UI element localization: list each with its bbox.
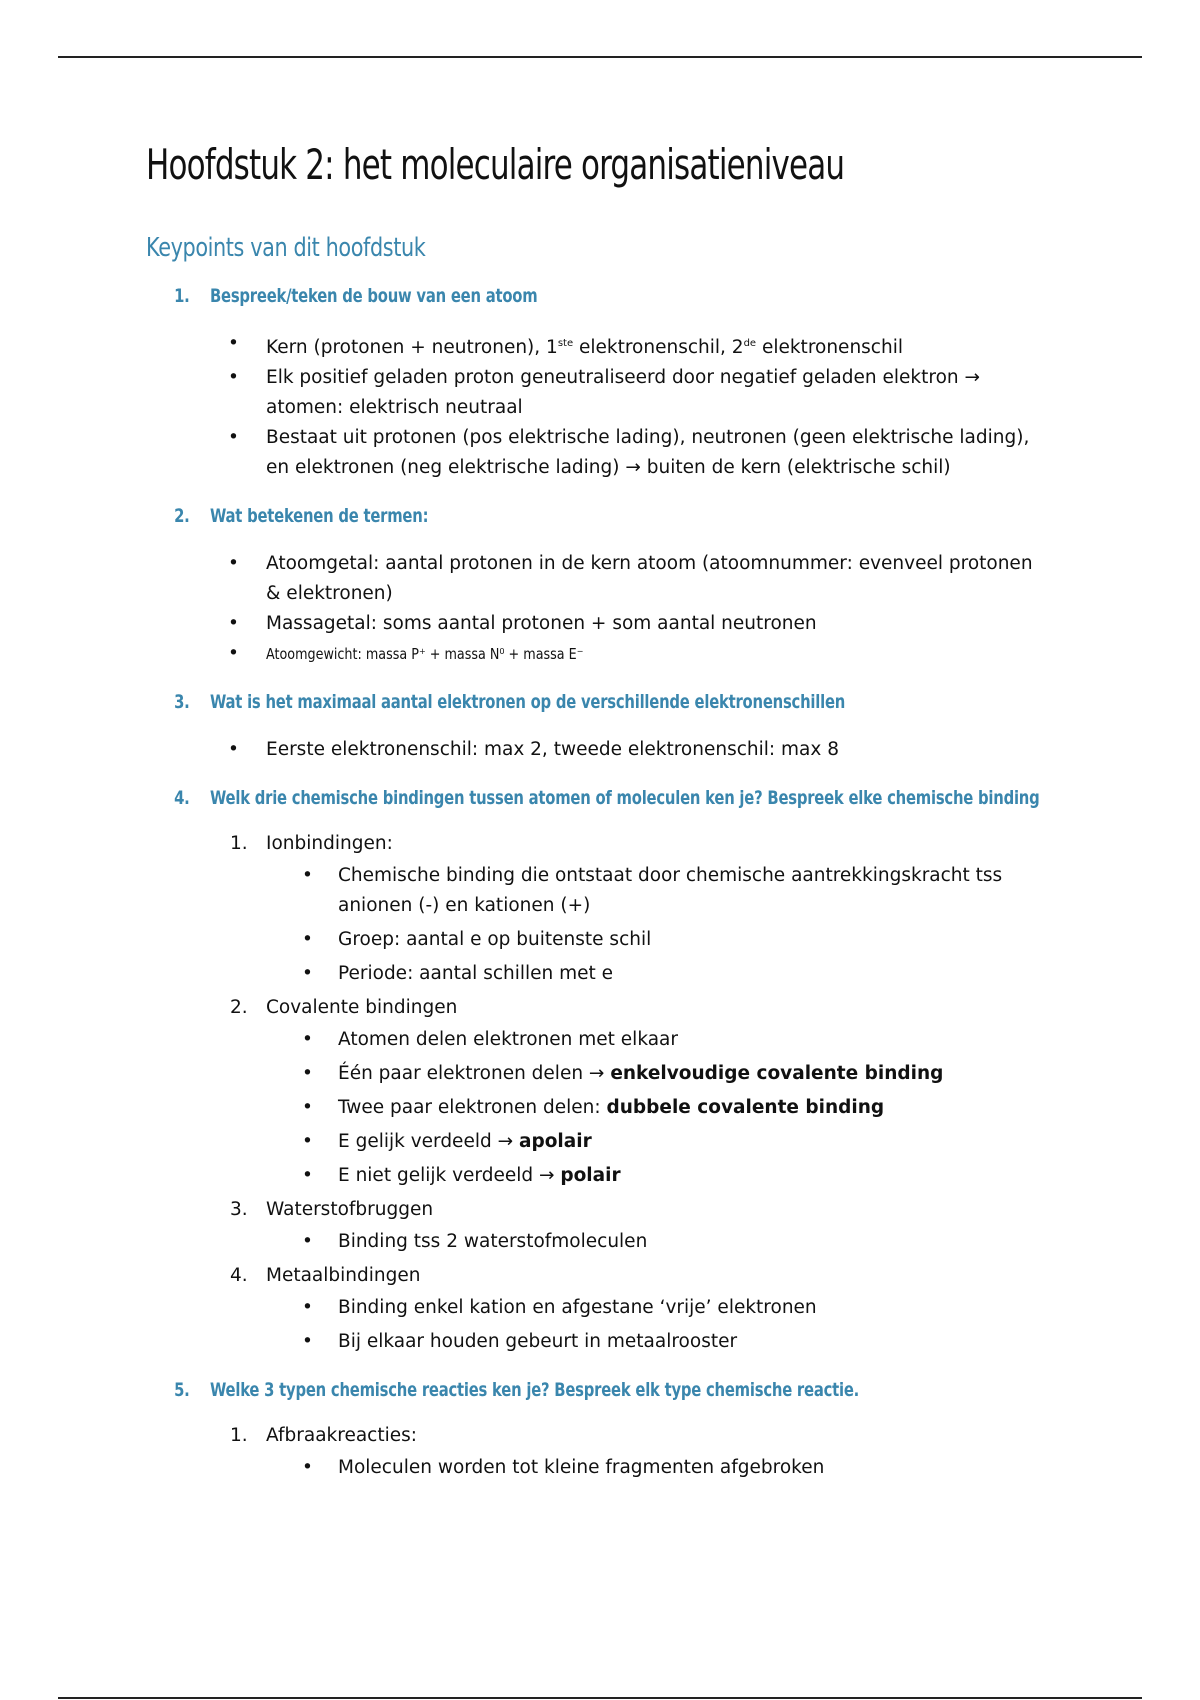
- question-text: Wat is het maximaal aantal elektronen op de verschillende elektronenschillen: [209, 691, 846, 714]
- question-number: 5.: [174, 1379, 190, 1402]
- bullet-list: [146, 861, 1076, 989]
- bullet-list: [146, 735, 1076, 765]
- bullet-list: [146, 549, 1076, 669]
- list-item: • Binding enkel kation en afgestane ‘vrije’ elektronen: [146, 1293, 1076, 1323]
- bullet-list: [146, 1025, 1076, 1191]
- list-item: • Groep: aantal e op buitenste schil: [146, 925, 1076, 955]
- document-body: [146, 140, 1076, 1487]
- section-heading: Keypoints van dit hoofdstuk: [146, 233, 426, 263]
- page-title: Hoofdstuk 2: het moleculaire organisatieniveau: [146, 140, 845, 189]
- list-item: • Chemische binding die ontstaat door chemische aantrekkingskracht tss anionen (-) en kationen (+): [146, 861, 1076, 921]
- question-3: [146, 691, 871, 713]
- list-item-waterstofbruggen: 3. Waterstofbruggen • Binding tss 2 waterstofmoleculen: [146, 1195, 1076, 1257]
- question-1: [146, 285, 871, 307]
- list-item-afbraakreacties: 1. Afbraakreacties: • Moleculen worden tot kleine fragmenten afgebroken: [146, 1421, 1076, 1483]
- question-4: [146, 787, 1040, 810]
- question-text: Welk drie chemische bindingen tussen atomen of moleculen ken je? Bespreek elke chemische binding: [209, 787, 1040, 810]
- question-text: Welke 3 typen chemische reacties ken je? Bespreek elk type chemische reactie.: [209, 1379, 860, 1402]
- list-item: • Atoomgewicht: massa P⁺ + massa N⁰ + massa E⁻: [146, 639, 1076, 669]
- question-2: [146, 505, 871, 527]
- list-item: • Elk positief geladen proton geneutraliseerd door negatief geladen elektron → atomen: elektrisch neutraal: [146, 363, 1076, 423]
- list-item: • E niet gelijk verdeeld → polair: [146, 1161, 1076, 1191]
- list-item: • Massagetal: soms aantal protonen + som aantal neutronen: [146, 609, 1076, 639]
- list-item: • Bij elkaar houden gebeurt in metaalrooster: [146, 1327, 1076, 1357]
- bottom-rule: [58, 1697, 1142, 1699]
- list-item: • Bestaat uit protonen (pos elektrische lading), neutronen (geen elektrische lading), en elektronen (neg elektrische lading) → buiten de kern (elektrische schil): [146, 423, 1076, 483]
- list-item: • Periode: aantal schillen met e: [146, 959, 1076, 989]
- numbered-list: [146, 829, 1076, 1357]
- question-number: 4.: [174, 787, 190, 810]
- list-item: • Één paar elektronen delen → enkelvoudige covalente binding: [146, 1059, 1076, 1089]
- bullet-list: [146, 1227, 1076, 1257]
- list-item-metaalbindingen: 4. Metaalbindingen • Binding enkel kation en afgestane ‘vrije’ elektronen • Bij elkaar houden gebeurt in metaalrooster: [146, 1261, 1076, 1357]
- list-item: • Eerste elektronenschil: max 2, tweede elektronenschil: max 8: [146, 735, 1076, 765]
- list-item: • E gelijk verdeeld → apolair: [146, 1127, 1076, 1157]
- numbered-list: [146, 1421, 1076, 1483]
- question-5: [146, 1379, 871, 1401]
- question-number: 1.: [174, 285, 190, 307]
- top-rule: [58, 56, 1142, 58]
- list-item: • Atomen delen elektronen met elkaar: [146, 1025, 1076, 1055]
- list-item: • Moleculen worden tot kleine fragmenten afgebroken: [146, 1453, 1076, 1483]
- bullet-list: [146, 1453, 1076, 1483]
- question-number: 2.: [174, 505, 190, 528]
- list-item: • Twee paar elektronen delen: dubbele covalente binding: [146, 1093, 1076, 1123]
- list-item-covalente-bindingen: 2. Covalente bindingen • Atomen delen elektronen met elkaar • Één paar elektronen delen → enkelvoudige covalente binding • Twee paar elektronen delen: dubbele covalente binding • E gelijk verdeeld → apolair • E niet gelijk verdeeld → polair: [146, 993, 1076, 1191]
- question-text: Wat betekenen de termen:: [209, 505, 429, 528]
- question-number: 3.: [174, 691, 190, 714]
- bullet-list: [146, 1293, 1076, 1357]
- list-item-ionbindingen: 1. Ionbindingen: • Chemische binding die ontstaat door chemische aantrekkingskracht tss anionen (-) en kationen (+) • Groep: aantal e op buitenste schil • Periode: aantal schillen met e: [146, 829, 1076, 989]
- bullet-list: [146, 329, 1076, 483]
- list-item: • Atoomgetal: aantal protonen in de kern atoom (atoomnummer: evenveel protonen & elektronen): [146, 549, 1076, 609]
- list-item: • Binding tss 2 waterstofmoleculen: [146, 1227, 1076, 1257]
- question-text: Bespreek/teken de bouw van een atoom: [209, 285, 538, 307]
- list-item: • Kern (protonen + neutronen), 1ste elektronenschil, 2de elektronenschil: [146, 329, 1076, 363]
